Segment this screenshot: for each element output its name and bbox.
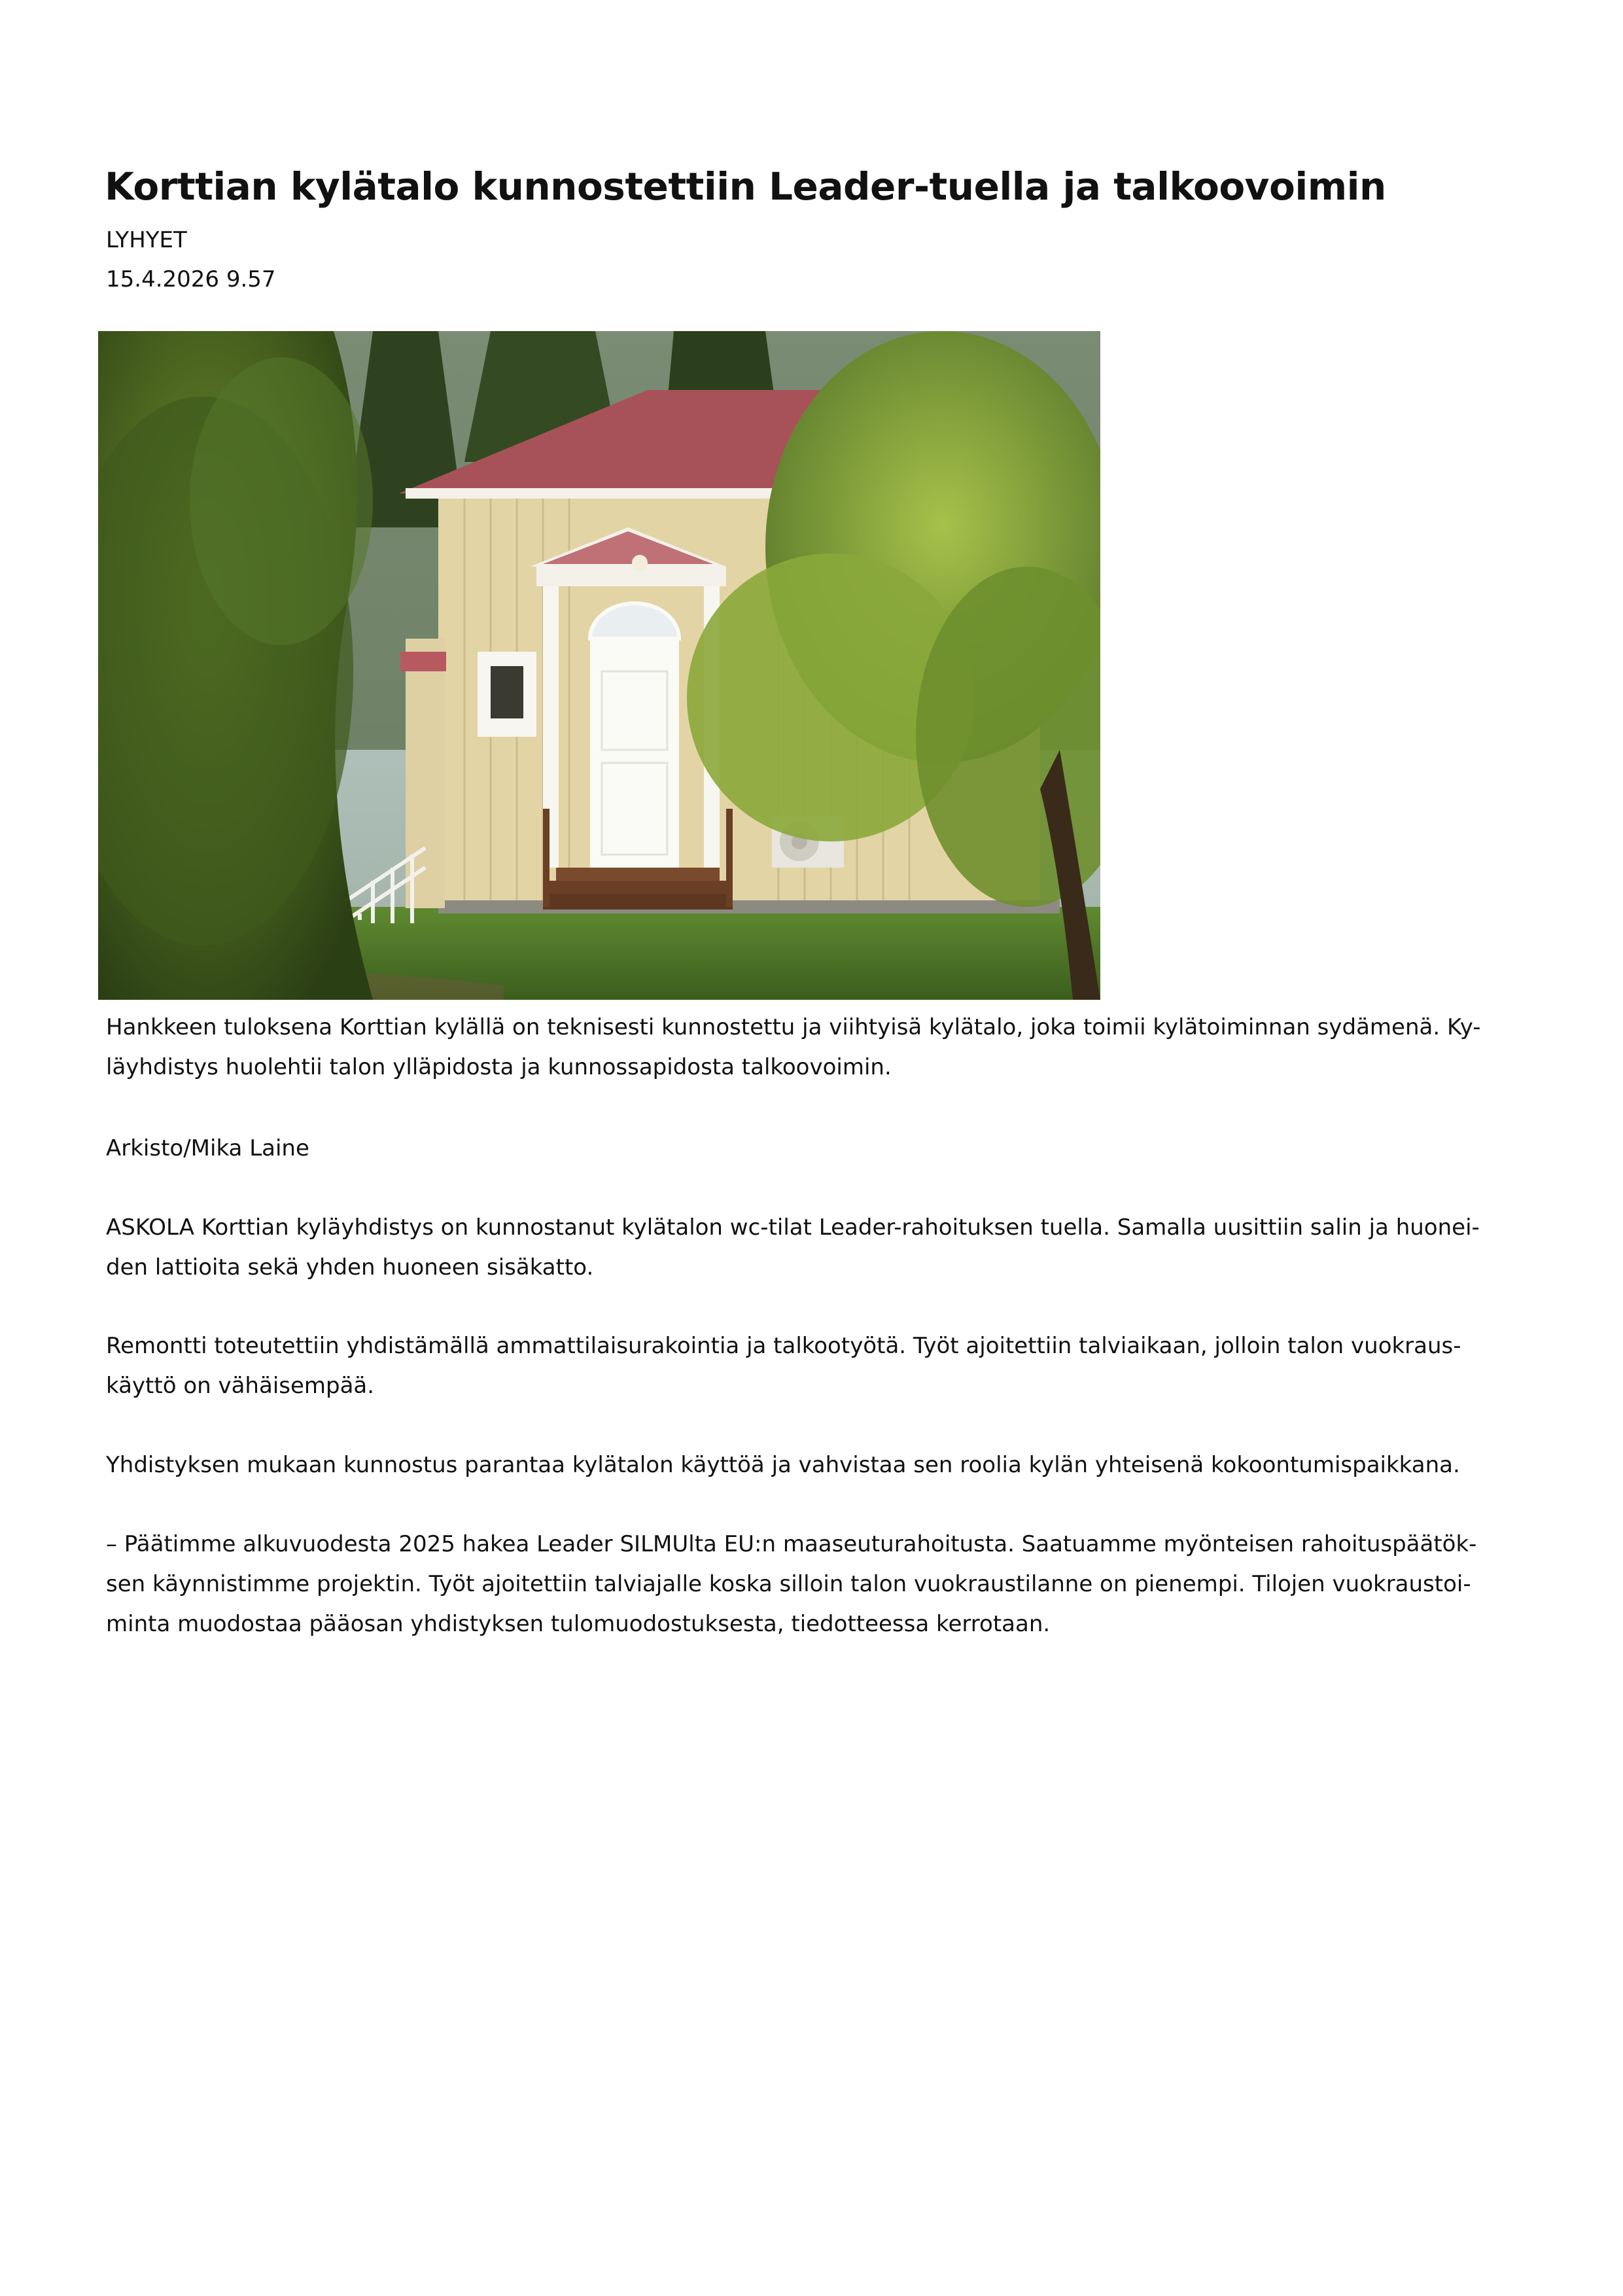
caption-line: Hankkeen tuloksena Korttian kylällä on teknisesti kunnostettu ja viihtyisä kylätalo, joka toimii kylätoiminnan sydämenä. Ky- xyxy=(106,1014,1481,1040)
paragraph-line: Remontti toteutettiin yhdistämällä ammattilaisurakointia ja talkootyötä. Työt ajoitettiin talviaikaan, jolloin talon vuokraus- xyxy=(106,1333,1461,1359)
article-photo-village-hall xyxy=(98,331,1100,1000)
paragraph-line: Yhdistyksen mukaan kunnostus parantaa kylätalon käyttöä ja vahvistaa sen roolia kylän yhteisenä kokoontumispaikkana. xyxy=(106,1452,1460,1478)
paragraph-line: käyttö on vähäisempää. xyxy=(106,1373,375,1399)
article-paragraph xyxy=(106,1525,1480,1644)
article-paragraph xyxy=(106,1208,1480,1288)
article-category: LYHYET xyxy=(106,227,187,253)
paragraph-line: – Päätimme alkuvuodesta 2025 hakea Leader SILMUlta EU:n maaseuturahoitusta. Saatuamme myönteisen rahoituspäätök- xyxy=(106,1531,1477,1557)
article-title: Korttian kylätalo kunnostettiin Leader-tuella ja talkoovoimin xyxy=(105,164,1386,209)
article-paragraph xyxy=(106,1326,1480,1406)
photo-credit xyxy=(106,1129,1480,1169)
paragraph-line: sen käynnistimme projektin. Työt ajoitettiin talviajalle koska silloin talon vuokraustilanne on pienempi. Tilojen vuokraustoi- xyxy=(106,1571,1471,1597)
caption-line: läyhdistys huolehtii talon ylläpidosta ja kunnossapidosta talkoovoimin. xyxy=(106,1054,892,1080)
photo-credit-text: Arkisto/Mika Laine xyxy=(106,1135,309,1161)
article-paragraph xyxy=(106,1445,1480,1485)
paragraph-line: minta muodostaa pääosan yhdistyksen tulomuodostuksesta, tiedotteessa kerrotaan. xyxy=(106,1611,1051,1637)
article-caption xyxy=(106,1008,1480,1087)
paragraph-line: den lattioita sekä yhden huoneen sisäkatto. xyxy=(106,1254,594,1280)
paragraph-line: ASKOLA Korttian kyläyhdistys on kunnostanut kylätalon wc-tilat Leader-rahoituksen tuella. Samalla uusittiin salin ja huonei- xyxy=(106,1214,1480,1241)
village-hall-illustration xyxy=(98,331,1100,1000)
article-date: 15.4.2026 9.57 xyxy=(106,266,276,292)
